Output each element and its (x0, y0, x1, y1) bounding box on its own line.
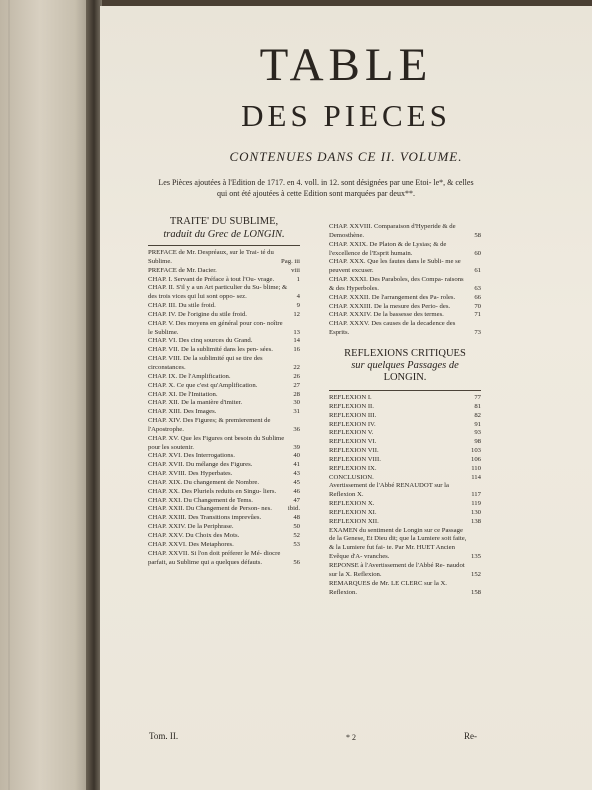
toc-entry-title: REFLEXION IX. (329, 464, 377, 472)
toc-entry-page: 36 (293, 425, 300, 433)
toc-entry-title: REFLEXION XI. (329, 508, 377, 516)
toc-entry-page: 43 (293, 470, 300, 478)
toc-entry-title: CHAP. XIII. Des Images. (148, 408, 217, 416)
toc-entry-page: 41 (293, 461, 300, 469)
signature-mark: * 2 (346, 733, 356, 742)
toc-entry (148, 461, 300, 470)
toc-entry (148, 391, 300, 400)
toc-entry (148, 523, 300, 532)
toc-entry (148, 479, 300, 488)
toc-entry-page: 53 (293, 540, 300, 548)
toc-entry-title: Avertissement de l'Abbé RENAUDOT sur la Reflexion X. (329, 482, 450, 499)
volume-label: Tom. II. (149, 731, 179, 741)
toc-entry-title: CHAP. XXIX. De Platon & de Lysias; & de l'excellence de l'Esprit humain. (329, 240, 447, 257)
toc-entry-page: ibid. (287, 505, 300, 513)
reflexions-heading-line2: sur quelques Passages de (351, 359, 459, 371)
toc-entry-title: CHAP. XXVIII. Comparaison d'Hyperide & de Demosthène. (329, 223, 456, 239)
toc-entry (329, 518, 481, 527)
toc-entry-page: 82 (474, 411, 481, 419)
toc-entry-page: 93 (474, 429, 481, 437)
toc-entry (329, 438, 481, 447)
toc-entry-page: 40 (293, 452, 300, 460)
toc-entry-page: 28 (293, 390, 300, 398)
toc-entry-title: CHAP. XXIII. Des Transitions imprevûes. (148, 514, 262, 522)
toc-entry-title: CHAP. XXIV. De la Periphrase. (148, 523, 234, 531)
heading-rule (148, 245, 300, 246)
toc-entry-title: CONCLUSION. (329, 473, 374, 481)
toc-entry-title: REFLEXION IV. (329, 420, 376, 428)
reflexions-heading (329, 348, 481, 384)
toc-entry-title: CHAP. IV. De l'origine du stile froid. (148, 310, 247, 318)
toc-entry-page: 70 (474, 302, 481, 310)
toc-entry (148, 435, 300, 453)
toc-entry-title: CHAP. XXVI. Des Metaphores. (148, 540, 234, 548)
left-column (148, 216, 300, 567)
subtitle: CONTENUES DANS CE II. VOLUME. (229, 149, 463, 164)
toc-entry-title: CHAP. XXX. Que les fautes dans le Subli- me se peuvent excuser. (329, 258, 461, 275)
toc-entry-page: 158 (470, 588, 481, 596)
toc-entry-page: 103 (470, 447, 481, 455)
toc-entry-page: 58 (474, 231, 481, 239)
toc-entry-title: CHAP. XI. De l'Imitation. (148, 390, 218, 398)
toc-entry-title: REFLEXION XII. (329, 517, 379, 525)
title-des-pieces: DES PIECES (241, 98, 451, 133)
toc-entry (329, 580, 481, 598)
toc-entry-title: REFLEXION III. (329, 411, 377, 419)
toc-entry-title: EXAMEN du sentiment de Longin sur ce Passage de la Genese, Et Dieu dit; que la Lumiere soit faite, & la Lumiere fut fai- te. Par Mr. HUET Ancien Evêque d'A- vranches. (329, 526, 467, 561)
toc-entry (329, 447, 481, 456)
toc-entry-page: 56 (293, 558, 300, 566)
toc-entry-page: 152 (470, 570, 481, 578)
toc-entry-title: CHAP. XII. De la manière d'imiter. (148, 399, 243, 407)
toc-entry (329, 500, 481, 509)
toc-entry-page: 60 (474, 249, 481, 257)
toc-entry (148, 550, 300, 568)
catchword: Re- (464, 731, 477, 741)
toc-entry (329, 482, 481, 500)
toc-entry (148, 337, 300, 346)
toc-entry-page: 98 (474, 438, 481, 446)
toc-entry-title: CHAP. XXXIII. De la mesure des Perio- des. (329, 302, 451, 310)
toc-entry-title: CHAP. XVII. Du mélange des Figures. (148, 461, 253, 469)
toc-entry (329, 421, 481, 430)
toc-entry-page: 45 (293, 478, 300, 486)
toc-entry-title: REMARQUES de Mr. LE CLERC sur la X. Reflexion. (329, 579, 447, 596)
reflexions-heading-line1: REFLEXIONS CRITIQUES (344, 347, 466, 359)
toc-entry-page: 50 (293, 523, 300, 531)
toc-entry-title: CHAP. XXXII. De l'arrangement des Pa- roles. (329, 293, 456, 301)
title-table: TABLE (259, 39, 433, 91)
toc-entry-title: CHAP. X. Ce que c'est qu'Amplification. (148, 381, 258, 389)
toc-entry-page: 138 (470, 517, 481, 525)
toc-entry-title: REPONSE à l'Avertissement de l'Abbé Re- naudot sur la X. Reflexion. (329, 562, 465, 578)
toc-entry (329, 394, 481, 403)
toc-entry (148, 346, 300, 355)
toc-entry-page: 46 (293, 487, 300, 495)
toc-entry-title: REFLEXION VII. (329, 447, 379, 455)
toc-entry-title: CHAP. XXV. Du Choix des Mots. (148, 532, 240, 539)
toc-entry-title: CHAP. V. Des moyens en général pour con- noître le Sublime. (148, 319, 283, 336)
toc-entry-page: 14 (293, 337, 300, 345)
toc-entry-title: CHAP. XXXIV. De la bassesse des termes. (329, 311, 444, 319)
toc-entry-page: 81 (474, 402, 481, 410)
toc-entry (329, 562, 481, 580)
toc-entry-page: 71 (474, 311, 481, 319)
toc-entry-page: 26 (293, 372, 300, 380)
toc-entry (148, 373, 300, 382)
toc-entry (329, 258, 481, 276)
toc-entry (148, 311, 300, 320)
toc-entry (148, 249, 300, 267)
toc-entry (148, 497, 300, 506)
toc-entry-title: REFLEXION II. (329, 402, 374, 410)
toc-entry (329, 311, 481, 320)
toc-entry-title: REFLEXION I. (329, 393, 372, 401)
edition-note: Les Pièces ajoutées à l'Edition de 1717. en 4. voll. in 12. sont désignées par une Etoi- le*, & celles qui ont été ajoutées à cette Edition sont marquées par deux**. (158, 178, 474, 198)
toc-entry (148, 276, 300, 285)
toc-entry-title: REFLEXION VIII. (329, 455, 381, 463)
toc-entry-page: 110 (471, 464, 481, 472)
toc-entry-page: 16 (293, 346, 300, 354)
toc-entry-title: REFLEXION X. (329, 500, 375, 508)
right-entry-list (329, 223, 481, 338)
toc-entry-title: CHAP. XX. Des Pluriels reduits en Singu- liers. (148, 487, 277, 495)
toc-entry (329, 294, 481, 303)
toc-entry-page: Pag. iii (281, 257, 300, 265)
toc-entry-page: 77 (474, 393, 481, 401)
toc-entry (329, 509, 481, 518)
toc-entry-page: 47 (293, 496, 300, 504)
toc-entry-page: 135 (470, 553, 481, 561)
toc-entry-title: CHAP. XXXI. Des Paraboles, des Compa- raisons & des Hyperboles. (329, 276, 464, 292)
toc-entry (329, 403, 481, 412)
toc-entry (329, 320, 481, 338)
toc-entry-page: 9 (296, 302, 300, 310)
toc-entry-title: CHAP. XXXV. Des causes de la decadence des Esprits. (329, 320, 456, 337)
toc-entry-title: CHAP. VIII. De la sublimité qui se tire des circonstances. (148, 355, 263, 371)
toc-entry-page: 130 (470, 508, 481, 516)
toc-entry-title: PREFACE de Mr. Dacier. (148, 266, 217, 274)
reflexions-list (329, 394, 481, 597)
left-heading-line2: traduit du Grec de LONGIN. (163, 228, 285, 240)
toc-entry-page: 114 (471, 473, 481, 481)
toc-entry-page: 106 (470, 455, 481, 463)
toc-entry-title: CHAP. XVIII. Des Hyperbates. (148, 470, 233, 478)
toc-entry (148, 470, 300, 479)
toc-entry-title: CHAP. XXVII. Si l'on doit préferer le Mé- diocre parfait, au Sublime qui a quelques défauts. (148, 549, 281, 566)
toc-entry (329, 276, 481, 294)
toc-entry (329, 241, 481, 259)
toc-entry-page: 66 (474, 293, 481, 301)
right-column (329, 223, 481, 597)
toc-entry (148, 532, 300, 541)
toc-entry-page: 117 (471, 491, 481, 499)
toc-entry-title: CHAP. II. S'il y a un Art particulier du Su- blime; & des trois vices qui lui sont oppo- sez. (148, 284, 288, 301)
toc-entry-title: CHAP. VI. Des cinq sources du Grand. (148, 337, 253, 345)
toc-entry (148, 320, 300, 338)
toc-entry-title: CHAP. XVI. Des Interrogations. (148, 452, 235, 460)
toc-entry-title: CHAP. XXI. Du Changement de Tems. (148, 496, 253, 504)
toc-entry-page: 4 (296, 293, 300, 301)
toc-entry (329, 465, 481, 474)
toc-entry-page: 31 (293, 408, 300, 416)
toc-entry-page: 1 (296, 275, 300, 283)
toc-entry-page: 39 (293, 443, 300, 451)
toc-entry (148, 452, 300, 461)
toc-entry (148, 382, 300, 391)
left-heading (148, 216, 300, 241)
toc-entry-page: 61 (474, 267, 481, 275)
toc-entry (148, 267, 300, 276)
toc-entry (148, 505, 300, 514)
toc-entry-title: CHAP. III. Du stile froid. (148, 302, 216, 310)
toc-entry-title: PREFACE de Mr. Despréaux, sur le Trai- té du Sublime. (148, 249, 274, 265)
toc-entry-title: CHAP. IX. De l'Amplification. (148, 372, 231, 380)
toc-entry (329, 474, 481, 483)
toc-entry-page: viii (291, 266, 300, 274)
toc-entry (148, 302, 300, 311)
toc-entry-page: 91 (474, 420, 481, 428)
toc-entry (329, 429, 481, 438)
toc-entry (148, 408, 300, 417)
toc-entry-page: 63 (474, 284, 481, 292)
reflexions-rule (329, 390, 481, 391)
toc-entry (148, 488, 300, 497)
toc-entry (148, 399, 300, 408)
toc-entry-page: 52 (293, 532, 300, 539)
toc-entry (148, 541, 300, 550)
toc-entry (148, 355, 300, 373)
toc-entry (329, 303, 481, 312)
toc-entry-title: CHAP. VII. De la sublimité dans les pen- sées. (148, 346, 273, 354)
toc-entry-title: CHAP. XV. Que les Figures ont besoin du Sublime pour les soutenir. (148, 434, 285, 451)
left-heading-line1: TRAITE' DU SUBLIME, (169, 216, 279, 227)
toc-entry-title: CHAP. I. Servant de Préface à tout l'Ou- vrage. (148, 275, 275, 283)
toc-entry-title: CHAP. XIV. Des Figures; & premierement de l'Apostrophe. (148, 417, 271, 433)
toc-entry-page: 27 (293, 381, 300, 389)
toc-entry-page: 73 (474, 329, 481, 337)
toc-entry-page: 30 (293, 399, 300, 407)
toc-entry-page: 12 (293, 310, 300, 318)
toc-entry-page: 48 (293, 514, 300, 522)
toc-entry (148, 514, 300, 523)
toc-entry-page: 22 (293, 363, 300, 371)
toc-entry-page: 119 (471, 500, 481, 508)
toc-entry (329, 456, 481, 465)
toc-entry (329, 527, 481, 562)
toc-entry-title: CHAP. XXII. Du Changement de Person- nes. (148, 505, 272, 513)
toc-entry (329, 412, 481, 421)
reflexions-heading-line3: LONGIN. (383, 371, 427, 383)
left-entry-list (148, 249, 300, 567)
left-page-edge (0, 0, 100, 790)
toc-entry-title: REFLEXION VI. (329, 438, 377, 446)
toc-entry-title: CHAP. XIX. Du changement de Nombre. (148, 478, 260, 486)
toc-entry (148, 417, 300, 435)
toc-entry-title: REFLEXION V. (329, 429, 374, 437)
toc-entry (148, 284, 300, 302)
toc-entry (329, 223, 481, 241)
toc-entry-page: 13 (293, 328, 300, 336)
